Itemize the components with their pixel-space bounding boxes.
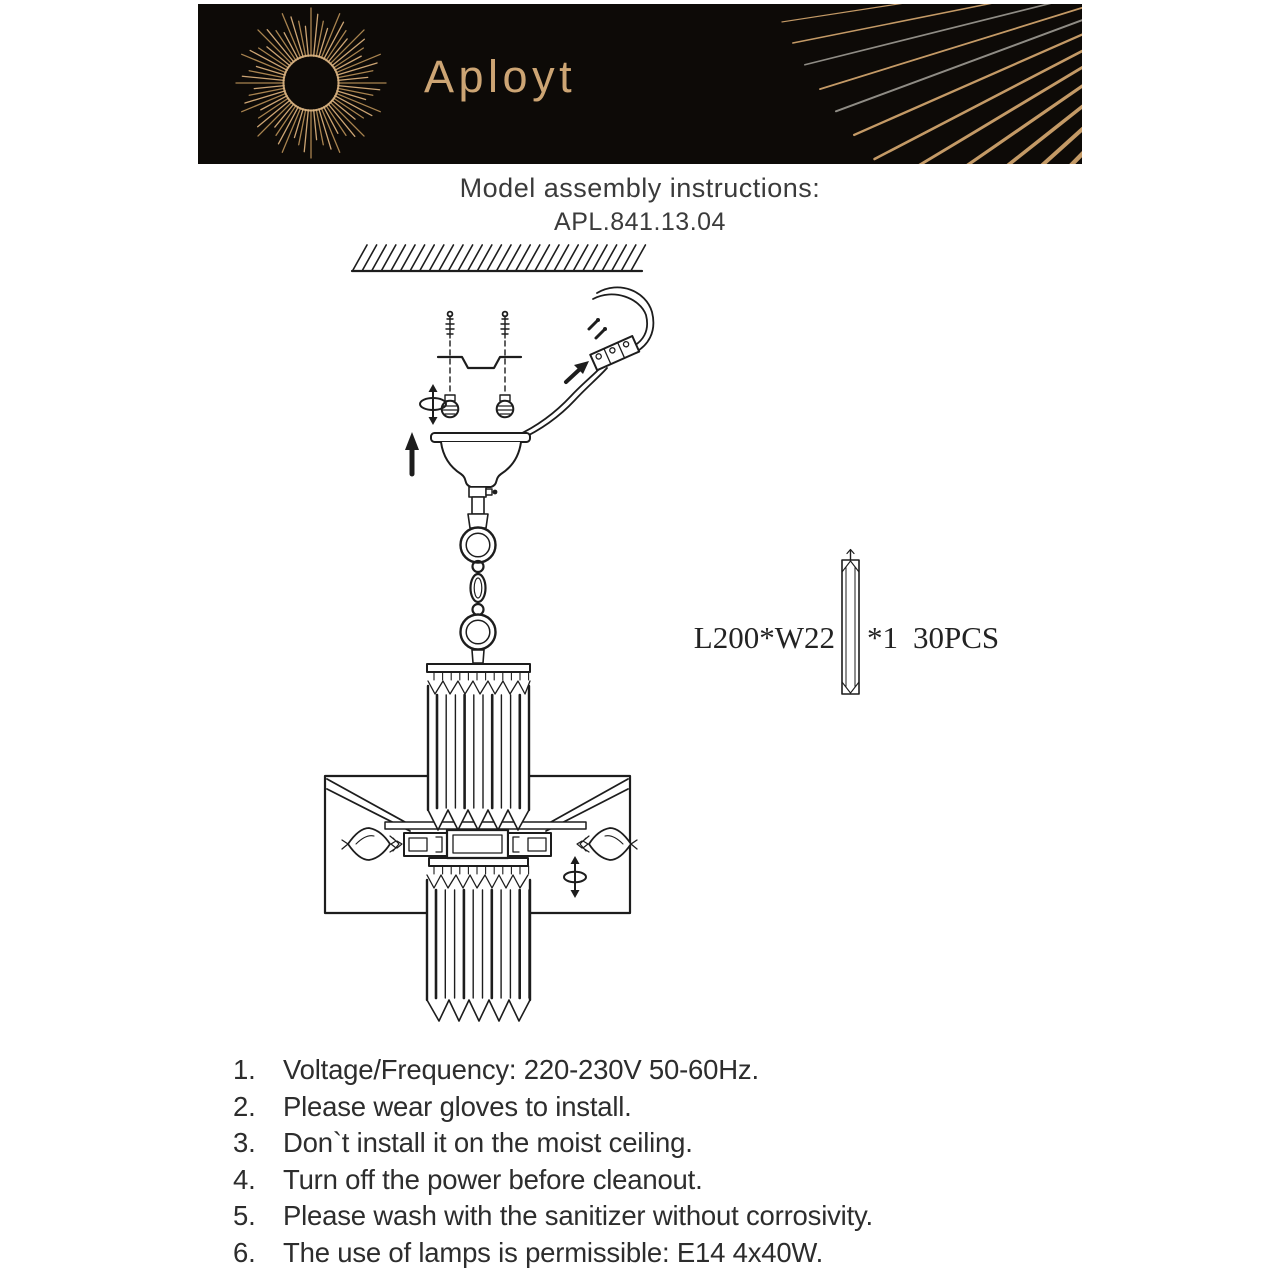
upper-crystal-column xyxy=(427,664,530,830)
bulb-base-left xyxy=(390,836,402,852)
instruction-number: 5. xyxy=(233,1200,256,1232)
rotate-screw-icon-right xyxy=(564,856,586,898)
mounting-screw-right xyxy=(497,312,514,418)
instruction-item xyxy=(233,1162,873,1199)
instruction-text: The use of lamps is permissible: E14 4x40W. xyxy=(283,1236,824,1268)
title-block xyxy=(0,173,1280,237)
power-wire-assembly xyxy=(516,287,653,440)
ceiling-canopy xyxy=(431,433,530,528)
instruction-list xyxy=(233,1052,873,1272)
bulb-base-right xyxy=(577,836,589,852)
instruction-item xyxy=(233,1198,873,1235)
assembly-diagram xyxy=(300,230,1010,1040)
instruction-text: Don`t install it on the moist ceiling. xyxy=(283,1127,693,1159)
crystal-dimensions-label: L200*W22 xyxy=(693,620,835,655)
brand-banner xyxy=(198,4,1082,164)
instruction-number: 6. xyxy=(233,1236,256,1268)
model-number: APL.841.13.04 xyxy=(554,208,726,236)
instruction-item xyxy=(233,1235,873,1272)
crystal-prism-drawing xyxy=(842,550,859,695)
bulb-left xyxy=(342,828,402,860)
lower-crystal-column xyxy=(427,858,530,1021)
up-arrow-icon xyxy=(405,432,419,474)
hanging-chain xyxy=(461,528,496,664)
bulb-right xyxy=(577,828,637,860)
crystal-prism-spec xyxy=(694,550,999,695)
terminal-block xyxy=(590,336,639,370)
instruction-number: 1. xyxy=(233,1054,256,1085)
instruction-number: 2. xyxy=(233,1090,256,1122)
instruction-text: Please wash with the sanitizer without corrosivity. xyxy=(283,1200,873,1232)
instruction-text: Please wear gloves to install. xyxy=(283,1090,632,1122)
lamp-holder-assembly xyxy=(404,830,551,858)
crystal-count-label: 30PCS xyxy=(913,620,1000,655)
instruction-item xyxy=(233,1089,873,1126)
crystal-multiplier-label: *1 xyxy=(867,620,898,655)
instruction-item xyxy=(233,1125,873,1162)
corner-rays-icon xyxy=(198,4,1082,164)
wire-ferrule xyxy=(589,321,597,329)
canopy-side-screw xyxy=(486,489,492,495)
instruction-number: 4. xyxy=(233,1163,256,1195)
instruction-text: Turn off the power before cleanout. xyxy=(283,1163,703,1195)
page-title: Model assembly instructions: xyxy=(459,173,821,203)
instruction-item xyxy=(233,1052,873,1089)
instruction-number: 3. xyxy=(233,1127,256,1159)
wire-ferrule xyxy=(596,330,604,338)
instruction-text: Voltage/Frequency: 220-230V 50-60Hz. xyxy=(283,1054,759,1085)
brand-name: Aployt xyxy=(424,51,577,102)
ceiling-hatch-symbol xyxy=(352,245,645,271)
insert-arrow-icon xyxy=(566,361,589,382)
